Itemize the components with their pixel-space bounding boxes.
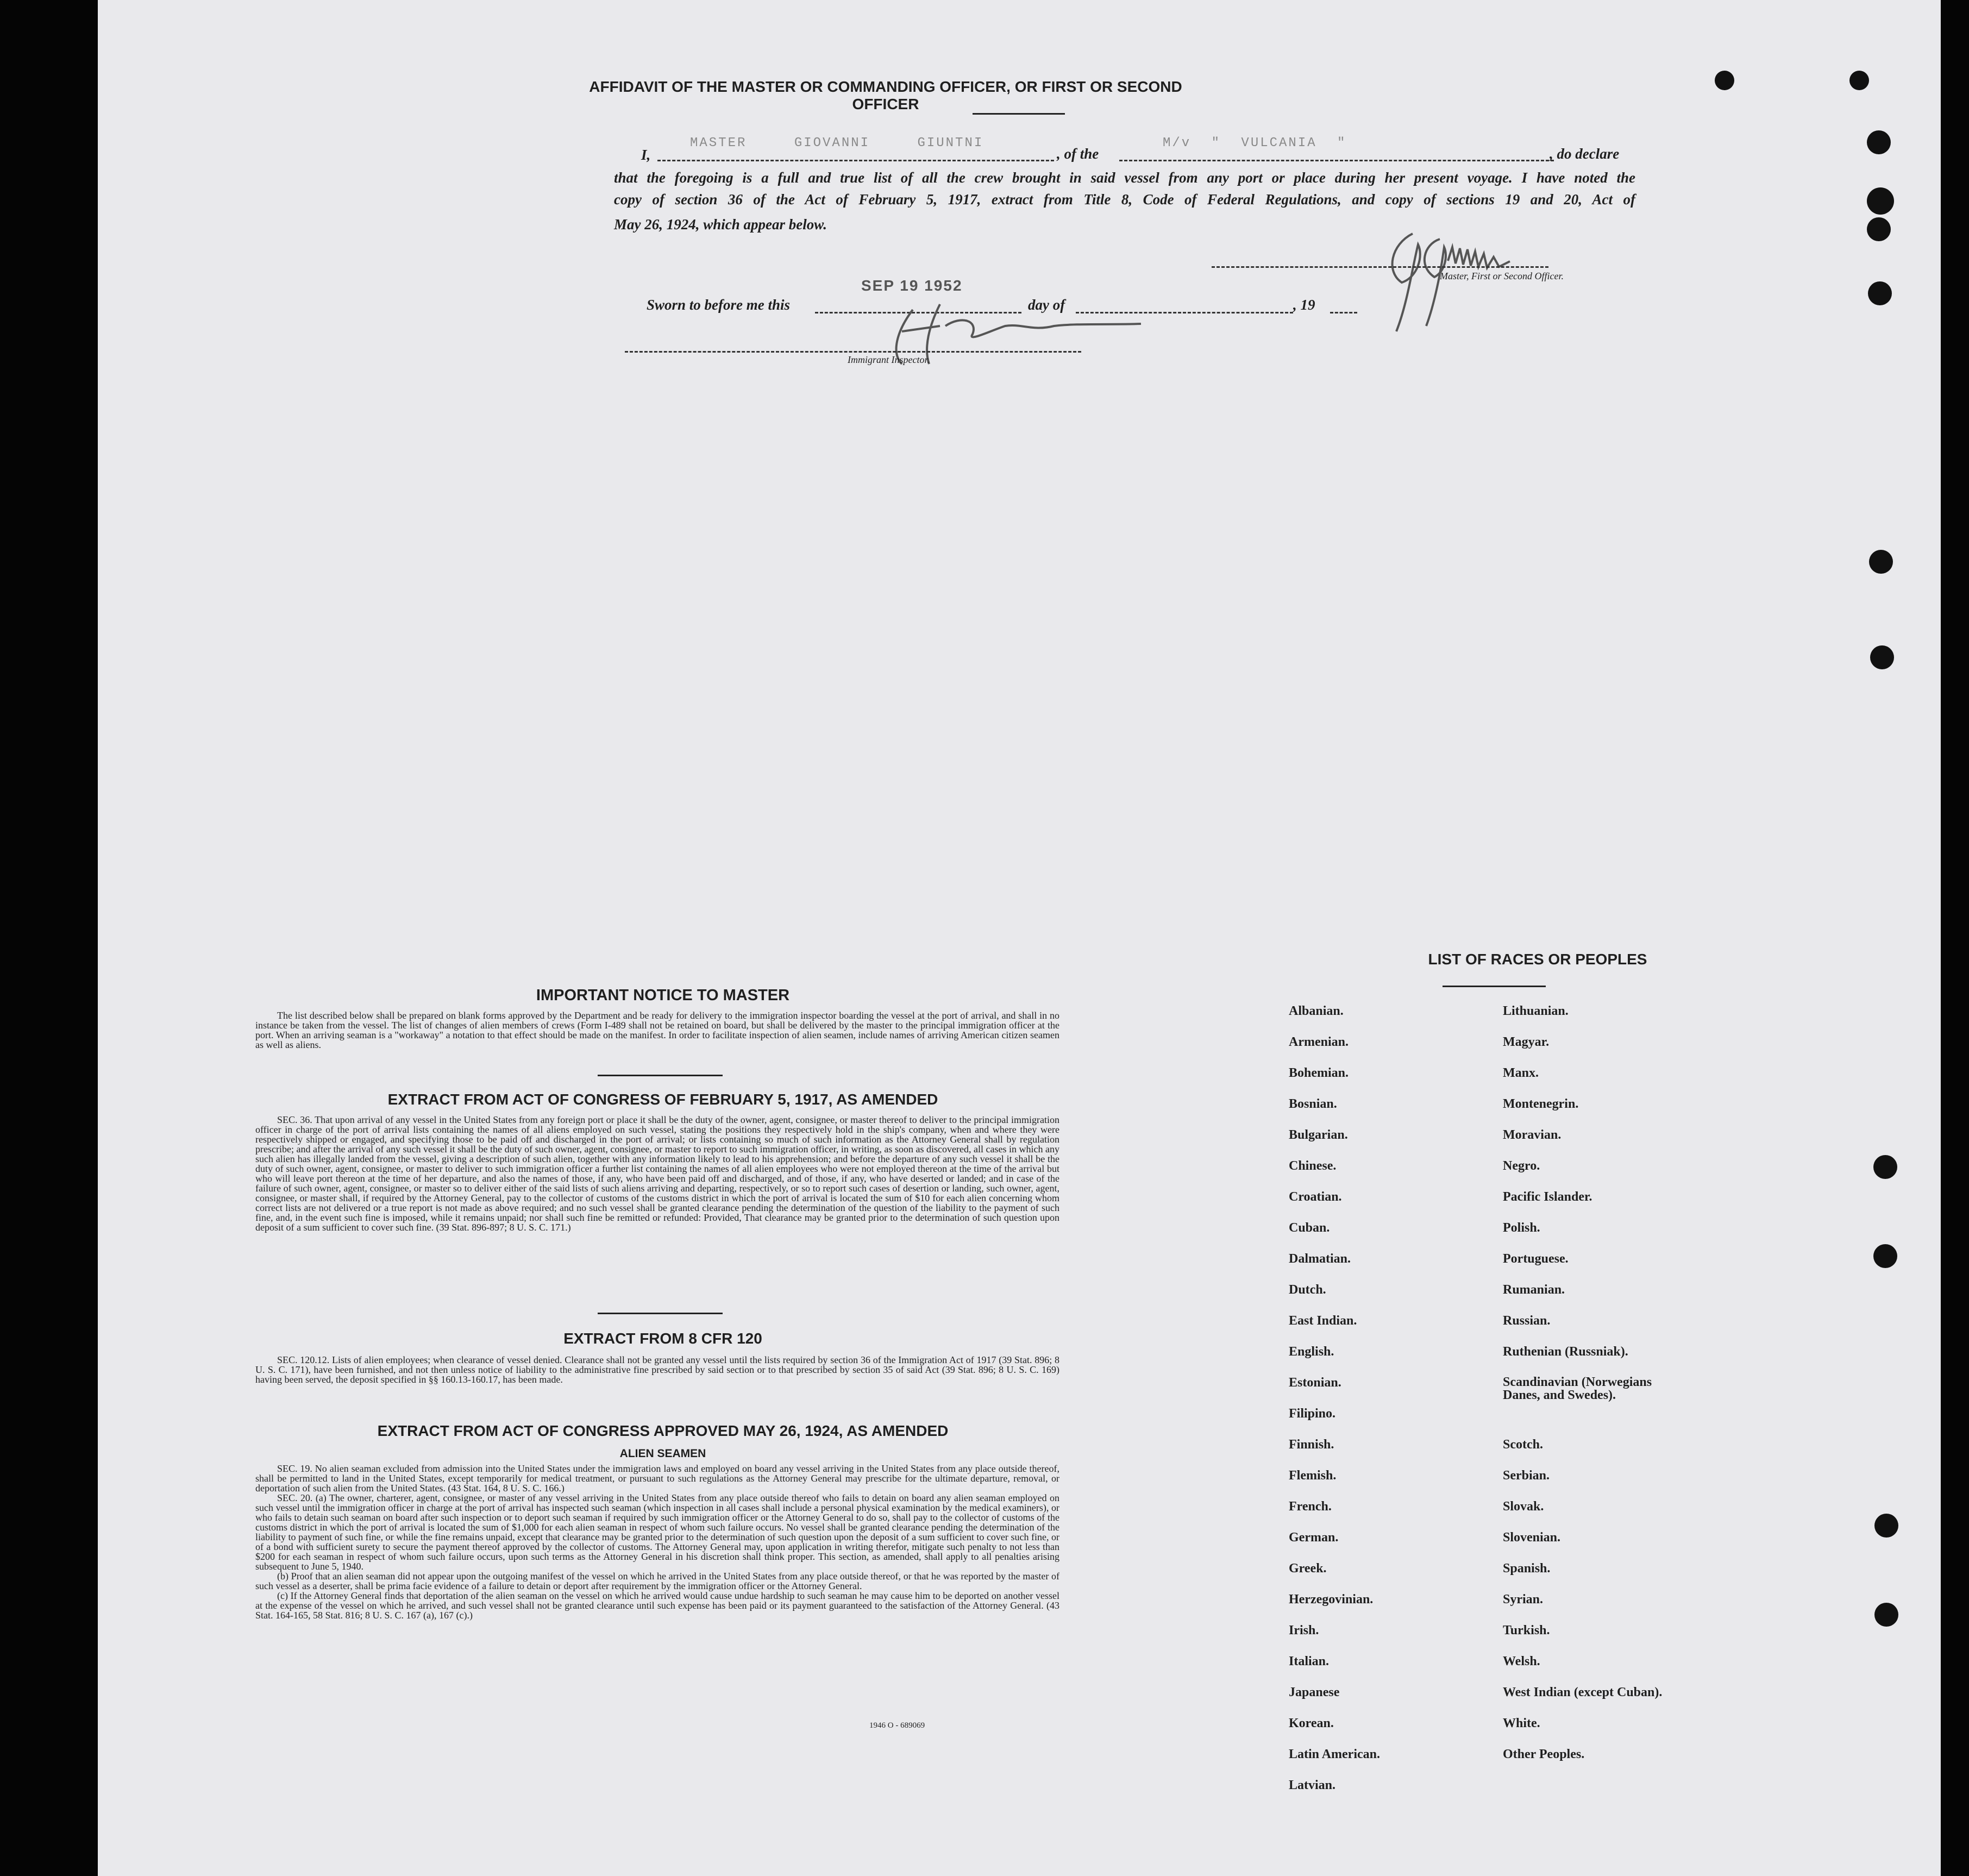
race-item: Spanish.: [1503, 1561, 1551, 1576]
sworn-label: Sworn to before me this: [647, 297, 791, 313]
affidavit-title: AFFIDAVIT OF THE MASTER OR COMMANDING OFFICER, OR FIRST OR SECOND OFFICER: [589, 78, 1182, 112]
race-item: French.: [1289, 1499, 1332, 1514]
extract-cfr-text: [255, 1355, 1059, 1384]
race-item: Herzegovinian.: [1289, 1592, 1374, 1607]
race-item: Irish.: [1289, 1623, 1319, 1637]
race-item: Italian.: [1289, 1654, 1330, 1668]
affidavit-body-line-2: copy of section 36 of the Act of February 5, 1917, extract from Title 8, Code of Federal Regulations, and copy of sections 19 and 20, Act of: [614, 191, 1635, 208]
race-item: Serbian.: [1503, 1469, 1550, 1483]
punch-hole: [1873, 1244, 1897, 1268]
master-signature-caption: Master, First or Second Officer.: [1440, 271, 1564, 281]
punch-hole: [1874, 1514, 1898, 1538]
punch-hole: [1869, 550, 1893, 574]
punch-hole: [1849, 71, 1869, 90]
race-item: East Indian.: [1289, 1314, 1357, 1328]
race-item: Bosnian.: [1289, 1097, 1337, 1111]
punch-hole: [1868, 281, 1892, 305]
race-item: Russian.: [1503, 1314, 1551, 1328]
race-item: Latvian.: [1289, 1778, 1336, 1792]
punch-hole: [1867, 130, 1891, 154]
vessel-name-field: M/v " VULCANIA ": [1163, 136, 1347, 150]
race-item: Negro.: [1503, 1159, 1540, 1173]
extract-1917-title: EXTRACT FROM ACT OF CONGRESS OF FEBRUARY 5, 1917, AS AMENDED: [387, 1091, 938, 1108]
section-19-paragraph: SEC. 19. No alien seaman excluded from admission into the United States under the immigration laws and employed on board any vessel arriving in the United States from any place outside thereof, shall be permitted to land in the United States, except temporarily for medical treatment, or pursuant to such regulations as the Attorney General may prescribe for the ultimate departure, removal, or deportation of such alien from the United States. (43 Stat. 164, 8 U. S. C. 166.): [255, 1463, 1059, 1494]
section-20a-paragraph: SEC. 20. (a) The owner, charterer, agent, consignee, or master of any vessel arriving in the United States from any place outside thereof who fails to detain on board any alien seaman employed on such vessel until the immigration officer in charge at the port of arrival has inspected such seaman (which inspection in all cases shall include a personal physical examination by the medical examiners), or who fails to detain such seaman on board after such inspection or to deport such seaman if required by such immigration officer or the Attorney General to do so, shall pay to the collector of customs of the customs district in which the port of arrival is located the sum of $1,000 for each alien seaman in respect of whom such failure occurs. No vessel shall be granted clearance pending the determination of the liability to payment of such fine, or while the fine remains unpaid, except that clearance may be granted prior to the determination of such question upon the deposit of a sum sufficient to cover such fine, or of a bond with sufficient surety to secure the payment thereof approved by the collector of customs. The Attorney General may, upon application in writing therefor, mitigate such penalty to not less than $200 for each seaman in respect of whom such failure occurs, upon such terms as the Attorney General in his discretion shall think proper. This section, as amended, shall apply to all penalties arising subsequent to June 5, 1940.: [255, 1492, 1059, 1572]
punch-hole: [1715, 71, 1734, 90]
race-item: Croatian.: [1289, 1190, 1342, 1204]
race-item: Albanian.: [1289, 1004, 1344, 1018]
master-name-field: MASTER GIOVANNI GIUNTNI: [690, 136, 984, 150]
master-signature-line: [1212, 266, 1548, 268]
extract-1917-rule: [598, 1313, 723, 1314]
race-item: German.: [1289, 1530, 1339, 1545]
race-item: Armenian.: [1289, 1035, 1349, 1049]
day-of-label: day of: [1028, 297, 1065, 313]
notice-title: IMPORTANT NOTICE TO MASTER: [536, 987, 790, 1004]
race-item: Ruthenian (Russniak).: [1503, 1345, 1628, 1359]
notice-text: [255, 1011, 1059, 1050]
extract-1924-text: [255, 1464, 1059, 1620]
race-item: Bulgarian.: [1289, 1128, 1348, 1142]
race-item: Welsh.: [1503, 1654, 1540, 1668]
extract-1924-title: EXTRACT FROM ACT OF CONGRESS APPROVED MAY 26, 1924, AS AMENDED: [377, 1422, 949, 1439]
race-item: Filipino.: [1289, 1407, 1336, 1421]
section-120-paragraph: SEC. 120.12. Lists of alien employees; when clearance of vessel denied. Clearance shall not be granted any vessel until the lists required by section 36 of the Immigration Act of 1917 (39 Stat. 896; 8 U. S. C. 171), have been furnished, and not then unless notice of liability to the administrative fine prescribed by said section or to that prescribed by section 35 of said Act (39 Stat. 896; 8 U. S. C. 169) having been served, the deposit specified in §§ 160.13-160.17, has been made.: [255, 1354, 1059, 1385]
extract-cfr-title: EXTRACT FROM 8 CFR 120: [563, 1330, 762, 1347]
race-item: Dutch.: [1289, 1283, 1326, 1297]
date-stamp: SEP 19 1952: [861, 277, 963, 294]
race-item: Flemish.: [1289, 1469, 1337, 1483]
inspector-caption: Immigrant Inspector.: [848, 354, 930, 365]
race-item: Greek.: [1289, 1561, 1327, 1576]
races-title: LIST OF RACES OR PEOPLES: [1428, 951, 1647, 968]
print-code: 1946 O - 689069: [869, 1721, 925, 1730]
race-item: Finnish.: [1289, 1438, 1334, 1452]
race-item: Moravian.: [1503, 1128, 1562, 1142]
race-item: Korean.: [1289, 1716, 1334, 1730]
race-item: Dalmatian.: [1289, 1252, 1351, 1266]
race-item: Other Peoples.: [1503, 1747, 1585, 1761]
affidavit-body-line-3: May 26, 1924, which appear below.: [614, 216, 827, 233]
inspector-signature-line: [625, 351, 1081, 353]
race-item: English.: [1289, 1345, 1334, 1359]
punch-hole: [1874, 1603, 1898, 1627]
race-item: Japanese: [1289, 1685, 1340, 1699]
race-item: Portuguese.: [1503, 1252, 1569, 1266]
race-item: Lithuanian.: [1503, 1004, 1569, 1018]
race-item: Bohemian.: [1289, 1066, 1349, 1080]
race-item: Cuban.: [1289, 1221, 1330, 1235]
race-item: Chinese.: [1289, 1159, 1337, 1173]
notice-rule: [598, 1075, 723, 1076]
of-the-label: , of the: [1057, 146, 1099, 162]
race-item: White.: [1503, 1716, 1540, 1730]
punch-hole: [1867, 217, 1891, 241]
race-item: Polish.: [1503, 1221, 1540, 1235]
section-20c-paragraph: (c) If the Attorney General finds that deportation of the alien seaman on the vessel on which he arrived would cause undue hardship to such seaman he may cause him to be deported on another vessel at the expense of the vessel on which he arrived, and such vessel shall not be granted clearance until such expense has been paid or its payment guaranteed to the satisfaction of the Attorney General. (43 Stat. 164-165, 58 Stat. 816; 8 U. S. C. 167 (a), 167 (c).): [255, 1590, 1059, 1621]
year-prefix-label: , 19: [1293, 297, 1315, 313]
race-item: West Indian (except Cuban).: [1503, 1685, 1663, 1699]
do-declare-label: , do declare: [1550, 146, 1620, 162]
punch-hole: [1870, 645, 1894, 669]
extract-1924-subtitle: ALIEN SEAMEN: [619, 1447, 706, 1460]
notice-paragraph: The list described below shall be prepared on blank forms approved by the Department and be ready for delivery to the immigration inspector boarding the vessel at the port of arrival, and shall in no instance be taken from the vessel. The list of changes of alien members of crews (Form I-489 shall not be retained on board, but shall be delivered by the master to the principal immigration officer at the port. When an arriving seaman is a "workaway" a notation to that effect should be made on the manifest. In order to facilitate inspection of alien seamen, include names of arriving American citizen seamen as well as aliens.: [255, 1010, 1059, 1050]
race-item: Latin American.: [1289, 1747, 1380, 1761]
punch-hole: [1867, 187, 1894, 215]
section-20b-paragraph: (b) Proof that an alien seaman did not appear upon the outgoing manifest of the vessel on which he arrived in the United States from any place outside thereof, or that he was reported by the master of such vessel as a deserter, shall be prima facie evidence of a failure to detain or deport after requirement by the immigration officer or the Attorney General.: [255, 1571, 1059, 1591]
race-item: Manx.: [1503, 1066, 1539, 1080]
race-item: Slovak.: [1503, 1499, 1544, 1514]
title-rule: [973, 113, 1065, 115]
document-sheet: [98, 0, 1941, 1876]
section-36-paragraph: SEC. 36. That upon arrival of any vessel in the United States from any foreign port or place it shall be the duty of the owner, agent, consignee, or master thereof to deliver to the principal immigration officer in charge of the port of arrival lists containing the names of all aliens employed on such vessel, stating the positions they respectively hold in the ship's company, when and where they were respectively shipped or engaged, and specifying those to be paid off and discharged in the port of arrival; or lists containing so much of such information as the Attorney General shall by regulation prescribe; and after the arrival of any such vessel it shall be the duty of such owner, agent, consignee, or master to report to such immigration officer, in writing, as soon as discovered, all cases in which any such alien has illegally landed from the vessel, giving a description of such alien, together with any information likely to lead to his apprehension; and before the departure of any such vessel it shall be the duty of such owner, agent, consignee, or master to deliver to such immigration officer a further list containing the names of all alien employees who were not employed thereon at the time of the arrival but who will leave port thereon at the time of her departure, and also the names of those, if any, who have been paid off and discharged, and of those, if any, who have deserted or landed; and in case of the failure of such owner, agent, consignee, or master so to deliver either of the said lists of such aliens arriving and departing, respectively, or so to report such cases of desertion or landing, such owner, agent, consignee, or master shall, if required by the Attorney General, pay to the collector of customs of the customs district in which the port of arrival is located the sum of $10 for each alien concerning whom correct lists are not delivered or a true report is not made as above required; and no such vessel shall be granted clearance pending the determination of the question of the liability to the payment of such fine, and, in the event such fine is imposed, while it remains unpaid; nor shall such fine be remitted or refunded: Provided, That clearance may be granted prior to the determination of such question upon deposit of a sum sufficient to cover such fine. (39 Stat. 896-897; 8 U. S. C. 171.): [255, 1114, 1059, 1233]
punch-hole: [1873, 1155, 1897, 1179]
year-line: [1330, 312, 1357, 313]
extract-1917-text: [255, 1115, 1059, 1232]
race-item: Scandinavian (Norwegians Danes, and Swedes).: [1503, 1375, 1652, 1402]
race-item: Turkish.: [1503, 1623, 1550, 1637]
master-name-line: [657, 160, 1054, 161]
i-label: I,: [641, 147, 651, 163]
vessel-name-line: [1119, 160, 1554, 161]
race-item: Syrian.: [1503, 1592, 1544, 1607]
race-item: Estonian.: [1289, 1376, 1341, 1390]
races-title-rule: [1443, 986, 1546, 987]
race-item: Pacific Islander.: [1503, 1190, 1592, 1204]
race-item: Montenegrin.: [1503, 1097, 1579, 1111]
race-item: Magyar.: [1503, 1035, 1550, 1049]
race-item: Slovenian.: [1503, 1530, 1561, 1545]
race-item: Rumanian.: [1503, 1283, 1565, 1297]
affidavit-body-line-1: that the foregoing is a full and true list of all the crew brought in said vessel from any port or place during her present voyage. I have noted the: [614, 170, 1635, 186]
race-item: Scotch.: [1503, 1438, 1543, 1452]
